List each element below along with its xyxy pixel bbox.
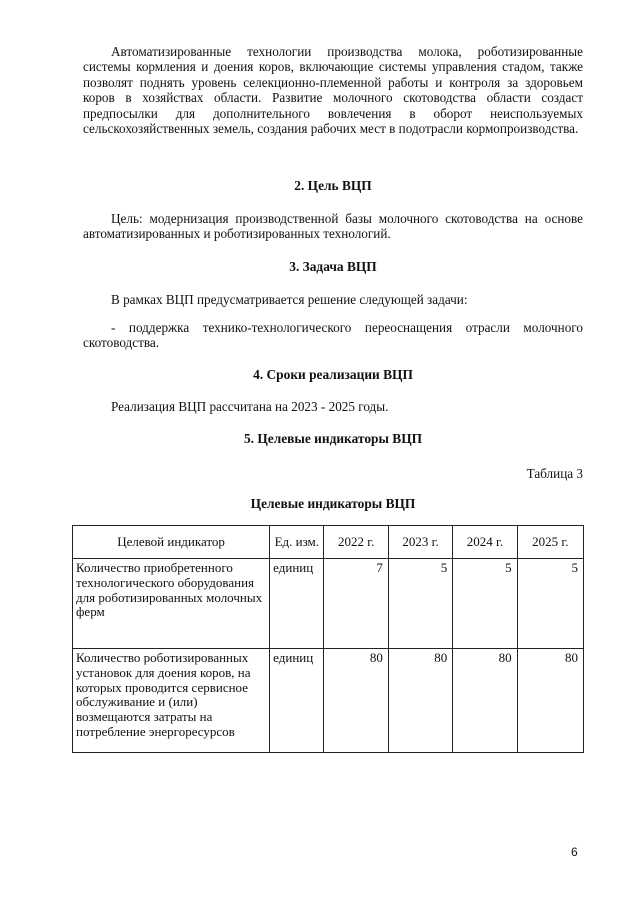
value-2024-cell: 80: [453, 649, 517, 753]
section-3-text-1: В рамках ВЦП предусматривается решение следующей задачи:: [111, 292, 468, 307]
intro-paragraph: Автоматизированные технологии производства молока, роботизированные системы кормления и доения коров, включающие системы управления стадом, также позволят поднять уровень селекционно-племенной работы и контроля за здоровьем коров в хозяйствах области. Развитие молочного скотоводства области создаст предпосылки для дополнительного вовлечения в оборот неиспользуемых сельскохозяйственных земель, создания рабочих мест в подотрасли кормопроизводства.: [83, 44, 583, 137]
header-indicator: Целевой индикатор: [73, 526, 270, 559]
header-2025: 2025 г.: [517, 526, 583, 559]
value-2023-cell: 80: [388, 649, 452, 753]
value-2022-cell: 80: [324, 649, 388, 753]
section-2-text: Цель: модернизация производственной базы молочного скотоводства на основе автоматизированных и роботизированных технологий.: [83, 211, 583, 242]
header-2023: 2023 г.: [388, 526, 452, 559]
header-2024: 2024 г.: [453, 526, 517, 559]
section-5-heading: 5. Целевые индикаторы ВЦП: [243, 431, 423, 446]
section-3-text-2: - поддержка технико-технологического переоснащения отрасли молочного скотоводства.: [83, 320, 583, 351]
value-2025-cell: 80: [517, 649, 583, 753]
section-4-text: Реализация ВЦП рассчитана на 2023 - 2025 годы.: [111, 399, 389, 414]
indicator-cell: Количество приобретенного технологического оборудования для роботизированных молочных ферм: [73, 559, 270, 649]
section-2-heading: 2. Цель ВЦП: [294, 178, 372, 193]
table-row: [73, 559, 584, 649]
page-number: 6: [571, 845, 578, 859]
value-2022-cell: 7: [324, 559, 388, 649]
section-4-heading: 4. Сроки реализации ВЦП: [253, 367, 413, 382]
unit-cell: единиц: [270, 649, 324, 753]
section-3-heading: 3. Задача ВЦП: [289, 259, 377, 274]
unit-cell: единиц: [270, 559, 324, 649]
indicator-cell: Количество роботизированных установок для доения коров, на которых проводится сервисное обслуживание и (или) возмещаются затраты на потребление энергоресурсов: [73, 649, 270, 753]
table-header-row: [73, 526, 584, 559]
value-2024-cell: 5: [453, 559, 517, 649]
indicators-table: [72, 525, 584, 753]
value-2023-cell: 5: [388, 559, 452, 649]
table-row: [73, 649, 584, 753]
header-2022: 2022 г.: [324, 526, 388, 559]
table-label: Таблица 3: [526, 466, 583, 481]
value-2025-cell: 5: [517, 559, 583, 649]
table-title: Целевые индикаторы ВЦП: [250, 496, 416, 511]
header-unit: Ед. изм.: [270, 526, 324, 559]
